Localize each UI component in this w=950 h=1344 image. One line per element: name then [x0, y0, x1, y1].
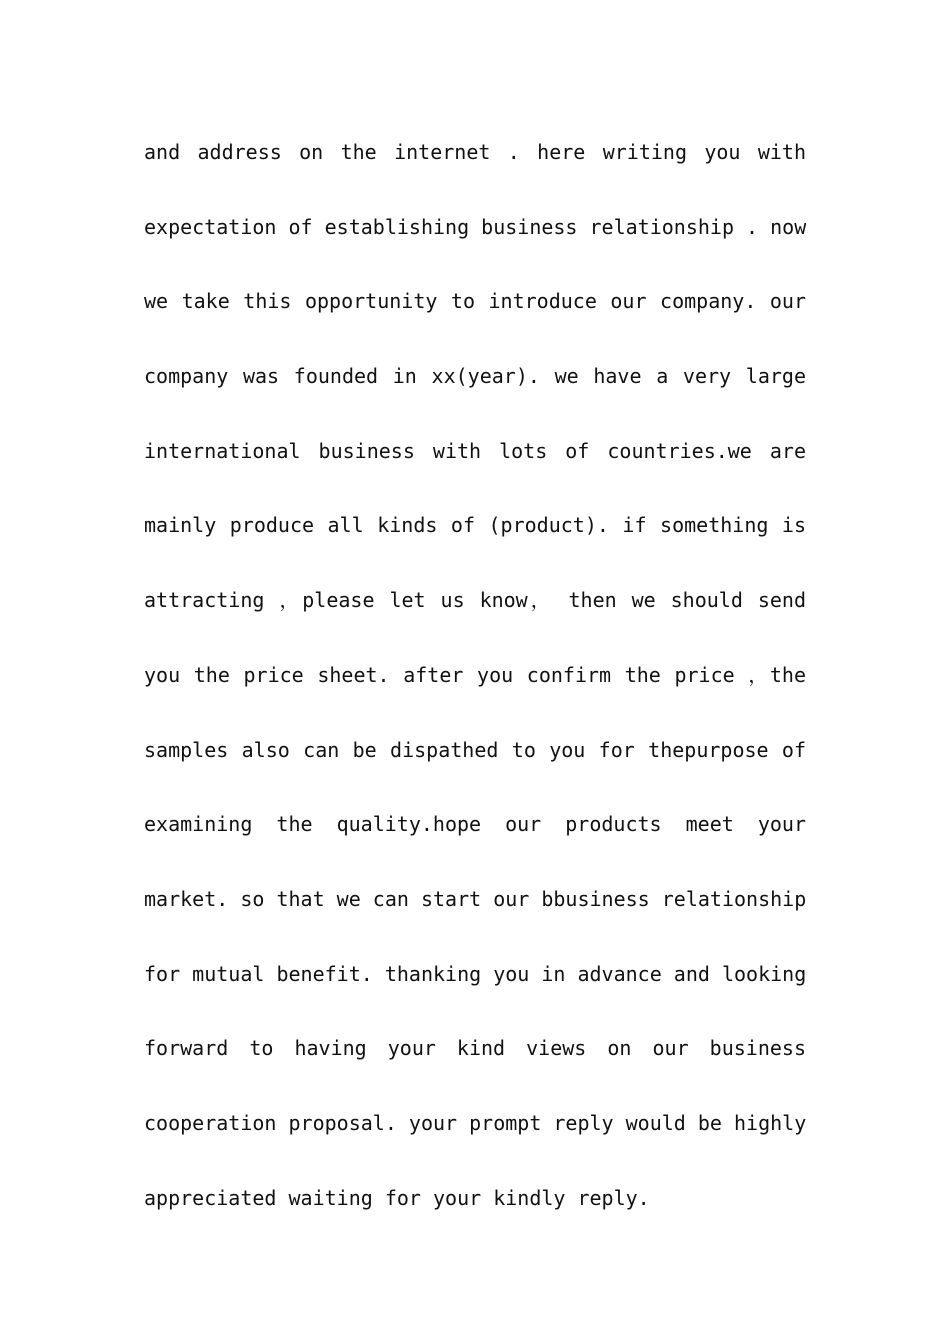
text-line: you the price sheet. after you confirm the price ，the: [144, 662, 806, 687]
text-line: cooperation proposal. your prompt reply would be highly: [144, 1110, 806, 1135]
text-line: company was founded in xx(year). we have a very large: [144, 364, 806, 389]
text-line: market. so that we can start our bbusiness relationship: [144, 886, 806, 911]
text-line: samples also can be dispathed to you for thepurpose of: [144, 737, 806, 762]
text-line: expectation of establishing business relationship . now: [144, 214, 806, 239]
text-line: forward to having your kind views on our business: [144, 1036, 806, 1061]
text-line: we take this opportunity to introduce our company. our: [144, 289, 806, 314]
text-line-last: appreciated waiting for your kindly reply.: [144, 1185, 650, 1210]
letter-body: [144, 133, 806, 1253]
text-line: international business with lots of countries.we are: [144, 438, 806, 463]
text-line: attracting ，please let us know， then we should send: [144, 588, 806, 613]
text-line: examining the quality.hope our products meet your: [144, 812, 806, 837]
text-line: and address on the internet . here writing you with: [144, 140, 806, 164]
text-line: for mutual benefit. thanking you in advance and looking: [144, 961, 806, 986]
text-line: mainly produce all kinds of (product). if something is: [144, 513, 806, 538]
